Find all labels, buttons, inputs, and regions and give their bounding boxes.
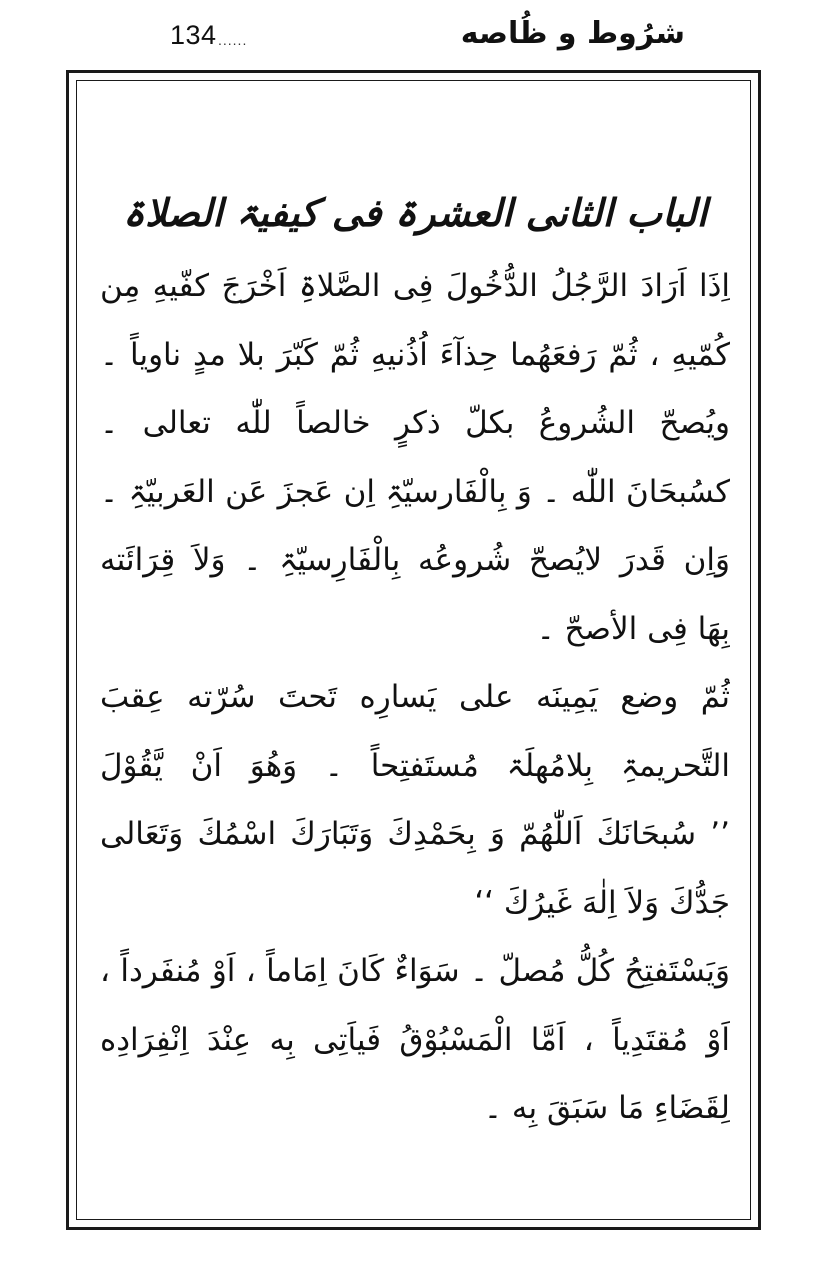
text-line: ثُمّ وضع یَمِینَه علی یَسارِه تَحتَ سُرّته عِقبَ: [100, 679, 730, 715]
text-line: وَیَسْتَفتِحُ كُلُّ مُصلّ ۔ سَوَاءٌ كَانَ اِمَاماً ، اَوْ مُنفَرداً ،: [100, 953, 730, 989]
text-line: التَّحریمۃِ بِلامُهلَۃ مُستَفتِحاً ۔ وَهُوَ اَنْ یَّقُوْلَ: [100, 747, 730, 784]
text-line: ویُصحّ الشُروعُ بکلّ ذکرٍ خالصاً للّٰه تعالی ۔: [100, 405, 730, 441]
page-number: 134: [170, 20, 217, 50]
text-line: کُمّیهِ ، ثُمّ رَفعَهُما حِذآءَ اُذُنیهِ ثُمّ کَبّرَ بلا مدٍ ناویاً ۔: [100, 336, 730, 373]
text-line: وَاِن قَدرَ لایُصحّ شُروعُه بِالْفَارِسیّۃِ ۔ وَلاَ قِرَائَته: [100, 542, 730, 578]
text-line: بِهَا فِی الأصحّ ۔: [536, 610, 730, 647]
book-title: شرُوط و ظُاصه: [460, 16, 685, 51]
page-content: [100, 178, 730, 1143]
text-line: لِقَضَاءِ مَا سَبَقَ بِه ۔: [483, 1090, 730, 1126]
text-line: اِذَا اَرَادَ الرَّجُلُ الدُّخُولَ فِی الصَّلاۃِ اَخْرَجَ کفّیهِ مِن: [100, 268, 730, 304]
page-number-dots: ......: [218, 32, 248, 48]
text-line: جَدُّكَ وَلاَ اِلٰهَ غَیرُكَ ‘‘: [474, 884, 730, 921]
text-line: اَوْ مُقتَدِیاً ، اَمَّا الْمَسْبُوْقُ فَیاَتِی بِه عِنْدَ اِنْفِرَادِه: [100, 1021, 730, 1058]
text-line: ’’ سُبحَانَكَ اَللّٰهُمّ وَ بِحَمْدِكَ وَتَبَارَكَ اسْمُكَ وَتَعَالی: [100, 816, 730, 852]
text-line: کسُبحَانَ اللّٰه ۔ وَ بِالْفَارسیّۃِ اِن عَجزَ عَن العَربیّۃِ ۔: [100, 473, 730, 510]
page-header: [0, 14, 825, 64]
chapter-title: الباب الثانی العشرۃ فی کیفیۃ الصلاۃ: [122, 190, 708, 235]
